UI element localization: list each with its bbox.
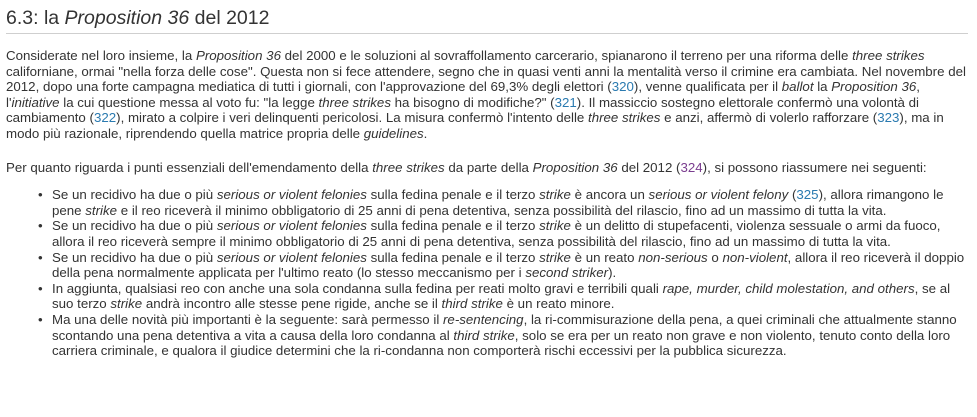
list-item: • Ma una delle novità più importanti è la seguente: sarà permesso il re-sentencing, la ri-commisurazione della pena, a quei criminali che attualmente stanno scontando una pena detentiva a vita a causa della loro condanna al third strike, solo se era per un reato non grave e non violento, tenuto conto della loro carriera criminale, e qualora il giudice determini che la ri-condanna non comporterà rischi eccessivi per la pubblica sicurezza.	[52, 312, 969, 359]
footnote-link-323[interactable]: 323	[877, 110, 900, 126]
section-heading: 6.3: la Proposition 36 del 2012	[6, 6, 968, 34]
footnote-link-320[interactable]: 320	[611, 79, 634, 95]
list-item: • In aggiunta, qualsiasi reo con anche una sola condanna sulla fedina per reati molto gravi e terribili quali rape, murder, child molestation, and others, se al suo terzo strike andrà incontro alle stesse pene rigide, anche se il third strike è un reato minore.	[52, 281, 969, 312]
footnote-link-321[interactable]: 321	[554, 94, 577, 110]
list-item: • Se un recidivo ha due o più serious or violent felonies sulla fedina penale e il terzo strike è un delitto di stupefacenti, violenza sessuale o armi da fuoco, allora il reo riceverà sempre il minimo obbligatorio di 25 anni di pena detentiva, senza possibilità del rilascio, fino ad un massimo di tutta la vita.	[52, 218, 969, 249]
list-item: • Se un recidivo ha due o più serious or violent felonies sulla fedina penale e il terzo strike è un reato non-serious o non-violent, allora il reo riceverà il doppio della pena normalmente applicata per l'ultimo reato (lo stesso meccanismo per i second striker).	[52, 250, 969, 281]
footnote-link-322[interactable]: 322	[93, 110, 117, 126]
footnote-link-324[interactable]: 324	[680, 159, 703, 175]
paragraph-summary: Per quanto riguarda i punti essenziali dell'emendamento della three strikes da parte della Proposition 36 del 2012 (324), si possono riassumere nei seguenti:	[6, 159, 927, 175]
list-item: • Se un recidivo ha due o più serious or violent felonies sulla fedina penale e il terzo strike è ancora un serious or violent felony (325), allora rimangono le pene strike e il reo riceverà il minimo obbligatorio di 25 anni di pena detentiva, senza possibilità del rilascio, fino ad un massimo di tutta la vita.	[52, 187, 969, 218]
footnote-link-325[interactable]: 325	[796, 187, 819, 203]
paragraph-intro: Considerate nel loro insieme, la Proposition 36 del 2000 e le soluzioni al sovraffollamento carcerario, spianarono il terreno per una riforma delle three strikes californiane, ormai "nella forza delle cose". Questa non si fece attendere, segno che in quasi venti anni la mentalità verso il crimine era cambiata. Nel novembre del 2012, dopo una forte campagna mediatica di tutti i giornali, con l'approvazione del 69,3% degli elettori (320), venne qualificata per il ballot la Proposition 36, l'initiative la cui questione messa al voto fu: "la legge three strikes ha bisogno di modifiche?" (321). Il massiccio sostegno elettorale confermò una volontà di cambiamento (322), mirato a colpire i veri delinquenti pericolosi. La misura confermò l'intento delle three strikes e anzi, affermò di volerlo rafforzare (323), ma in modo più razionale, riprendendo quella matrice propria delle guidelines.	[6, 48, 966, 141]
bullet-list	[6, 187, 969, 359]
